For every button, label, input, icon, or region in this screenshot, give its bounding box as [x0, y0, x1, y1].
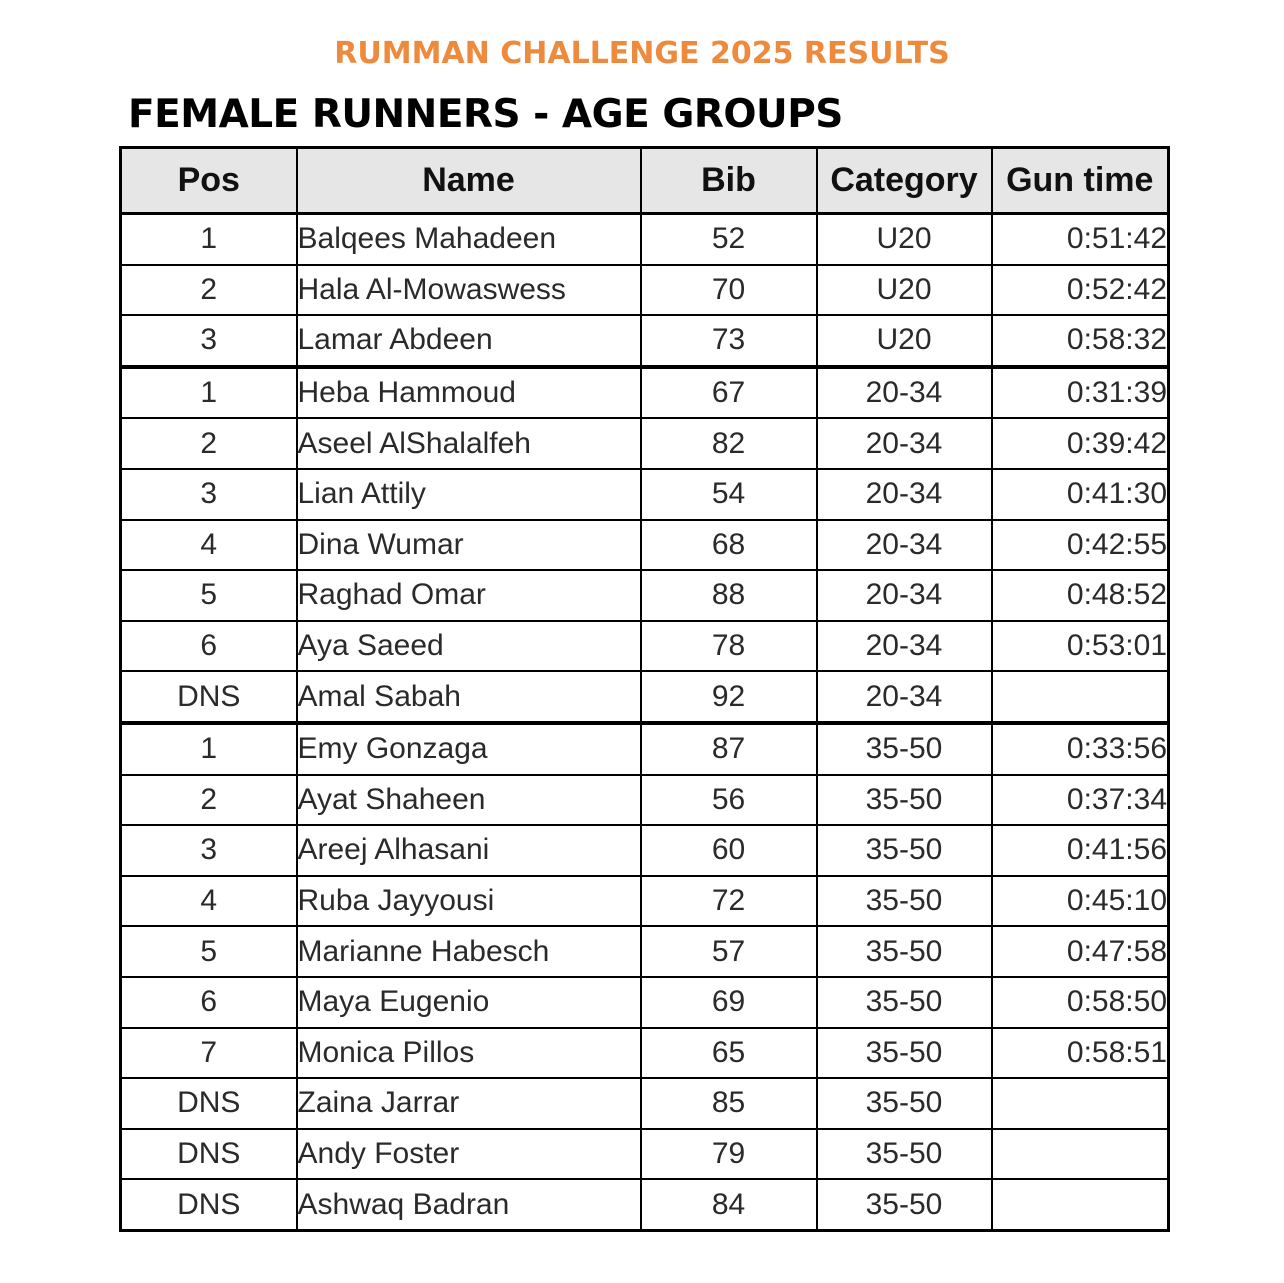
table-row — [121, 265, 1169, 316]
cell-category: 35-50 — [817, 1028, 992, 1079]
cell-bib: 87 — [641, 723, 817, 775]
cell-category: 20-34 — [817, 671, 992, 723]
cell-bib: 67 — [641, 367, 817, 419]
cell-name: Marianne Habesch — [297, 926, 641, 977]
cell-name: Monica Pillos — [297, 1028, 641, 1079]
table-row — [121, 1129, 1169, 1180]
cell-category: 20-34 — [817, 621, 992, 672]
cell-pos: 2 — [121, 775, 297, 826]
section-heading: FEMALE RUNNERS - AGE GROUPS — [128, 92, 843, 137]
cell-name: Heba Hammoud — [297, 367, 641, 419]
cell-pos: 5 — [121, 926, 297, 977]
cell-gun-time: 0:58:50 — [992, 977, 1169, 1028]
header-gun-time: Gun time — [992, 148, 1169, 214]
cell-pos: DNS — [121, 1129, 297, 1180]
cell-pos: 6 — [121, 977, 297, 1028]
cell-pos: DNS — [121, 671, 297, 723]
cell-pos: DNS — [121, 1078, 297, 1129]
cell-category: 35-50 — [817, 775, 992, 826]
table-row — [121, 723, 1169, 775]
table-row — [121, 671, 1169, 723]
cell-gun-time: 0:45:10 — [992, 876, 1169, 927]
cell-bib: 72 — [641, 876, 817, 927]
table-row — [121, 367, 1169, 419]
cell-gun-time: 0:53:01 — [992, 621, 1169, 672]
cell-name: Balqees Mahadeen — [297, 214, 641, 265]
cell-bib: 78 — [641, 621, 817, 672]
table-row — [121, 315, 1169, 367]
cell-gun-time — [992, 1129, 1169, 1180]
cell-name: Raghad Omar — [297, 570, 641, 621]
cell-gun-time: 0:42:55 — [992, 520, 1169, 571]
cell-bib: 92 — [641, 671, 817, 723]
results-table — [119, 146, 1170, 1232]
cell-bib: 82 — [641, 418, 817, 469]
cell-category: 20-34 — [817, 418, 992, 469]
cell-bib: 56 — [641, 775, 817, 826]
cell-gun-time: 0:52:42 — [992, 265, 1169, 316]
cell-name: Dina Wumar — [297, 520, 641, 571]
cell-pos: 2 — [121, 265, 297, 316]
header-row — [121, 148, 1169, 214]
cell-gun-time: 0:51:42 — [992, 214, 1169, 265]
cell-category: 20-34 — [817, 469, 992, 520]
table-row — [121, 825, 1169, 876]
cell-bib: 88 — [641, 570, 817, 621]
table-row — [121, 469, 1169, 520]
cell-name: Lamar Abdeen — [297, 315, 641, 367]
cell-gun-time: 0:41:56 — [992, 825, 1169, 876]
table-row — [121, 977, 1169, 1028]
cell-pos: 1 — [121, 367, 297, 419]
cell-bib: 79 — [641, 1129, 817, 1180]
cell-name: Hala Al-Mowaswess — [297, 265, 641, 316]
cell-name: Maya Eugenio — [297, 977, 641, 1028]
cell-category: 35-50 — [817, 1078, 992, 1129]
header-bib: Bib — [641, 148, 817, 214]
cell-pos: 7 — [121, 1028, 297, 1079]
table-row — [121, 775, 1169, 826]
header-category: Category — [817, 148, 992, 214]
cell-pos: 5 — [121, 570, 297, 621]
cell-bib: 52 — [641, 214, 817, 265]
cell-name: Aya Saeed — [297, 621, 641, 672]
cell-gun-time: 0:39:42 — [992, 418, 1169, 469]
cell-category: 20-34 — [817, 367, 992, 419]
cell-name: Emy Gonzaga — [297, 723, 641, 775]
cell-name: Amal Sabah — [297, 671, 641, 723]
cell-pos: 4 — [121, 520, 297, 571]
table-row — [121, 214, 1169, 265]
cell-bib: 68 — [641, 520, 817, 571]
cell-category: 35-50 — [817, 723, 992, 775]
cell-bib: 69 — [641, 977, 817, 1028]
cell-category: U20 — [817, 214, 992, 265]
cell-name: Areej Alhasani — [297, 825, 641, 876]
cell-pos: 3 — [121, 315, 297, 367]
table-row — [121, 876, 1169, 927]
cell-name: Aseel AlShalalfeh — [297, 418, 641, 469]
table-row — [121, 926, 1169, 977]
cell-bib: 84 — [641, 1179, 817, 1230]
cell-category: 35-50 — [817, 1179, 992, 1230]
cell-category: 35-50 — [817, 977, 992, 1028]
cell-gun-time: 0:33:56 — [992, 723, 1169, 775]
cell-category: 35-50 — [817, 1129, 992, 1180]
table-row — [121, 520, 1169, 571]
cell-bib: 73 — [641, 315, 817, 367]
cell-pos: DNS — [121, 1179, 297, 1230]
cell-gun-time: 0:47:58 — [992, 926, 1169, 977]
cell-bib: 65 — [641, 1028, 817, 1079]
cell-gun-time: 0:37:34 — [992, 775, 1169, 826]
cell-bib: 54 — [641, 469, 817, 520]
cell-name: Ashwaq Badran — [297, 1179, 641, 1230]
cell-name: Zaina Jarrar — [297, 1078, 641, 1129]
cell-name: Ruba Jayyousi — [297, 876, 641, 927]
cell-bib: 85 — [641, 1078, 817, 1129]
cell-pos: 2 — [121, 418, 297, 469]
cell-bib: 57 — [641, 926, 817, 977]
table-row — [121, 621, 1169, 672]
cell-category: 20-34 — [817, 520, 992, 571]
cell-category: 35-50 — [817, 825, 992, 876]
cell-pos: 3 — [121, 825, 297, 876]
table-row — [121, 1028, 1169, 1079]
table-row — [121, 418, 1169, 469]
cell-pos: 1 — [121, 723, 297, 775]
cell-category: 20-34 — [817, 570, 992, 621]
cell-pos: 6 — [121, 621, 297, 672]
cell-pos: 3 — [121, 469, 297, 520]
cell-gun-time: 0:48:52 — [992, 570, 1169, 621]
document-title: RUMMAN CHALLENGE 2025 RESULTS — [334, 36, 950, 71]
cell-bib: 70 — [641, 265, 817, 316]
cell-gun-time: 0:41:30 — [992, 469, 1169, 520]
cell-name: Ayat Shaheen — [297, 775, 641, 826]
cell-name: Andy Foster — [297, 1129, 641, 1180]
cell-category: 35-50 — [817, 926, 992, 977]
cell-gun-time — [992, 671, 1169, 723]
cell-pos: 1 — [121, 214, 297, 265]
cell-name: Lian Attily — [297, 469, 641, 520]
cell-gun-time — [992, 1179, 1169, 1230]
header-name: Name — [297, 148, 641, 214]
cell-gun-time: 0:58:32 — [992, 315, 1169, 367]
table-row — [121, 570, 1169, 621]
cell-category: 35-50 — [817, 876, 992, 927]
table-row — [121, 1179, 1169, 1230]
header-pos: Pos — [121, 148, 297, 214]
cell-pos: 4 — [121, 876, 297, 927]
cell-category: U20 — [817, 315, 992, 367]
table-row — [121, 1078, 1169, 1129]
results-body — [121, 214, 1169, 1231]
cell-gun-time: 0:31:39 — [992, 367, 1169, 419]
cell-category: U20 — [817, 265, 992, 316]
cell-bib: 60 — [641, 825, 817, 876]
cell-gun-time — [992, 1078, 1169, 1129]
cell-gun-time: 0:58:51 — [992, 1028, 1169, 1079]
